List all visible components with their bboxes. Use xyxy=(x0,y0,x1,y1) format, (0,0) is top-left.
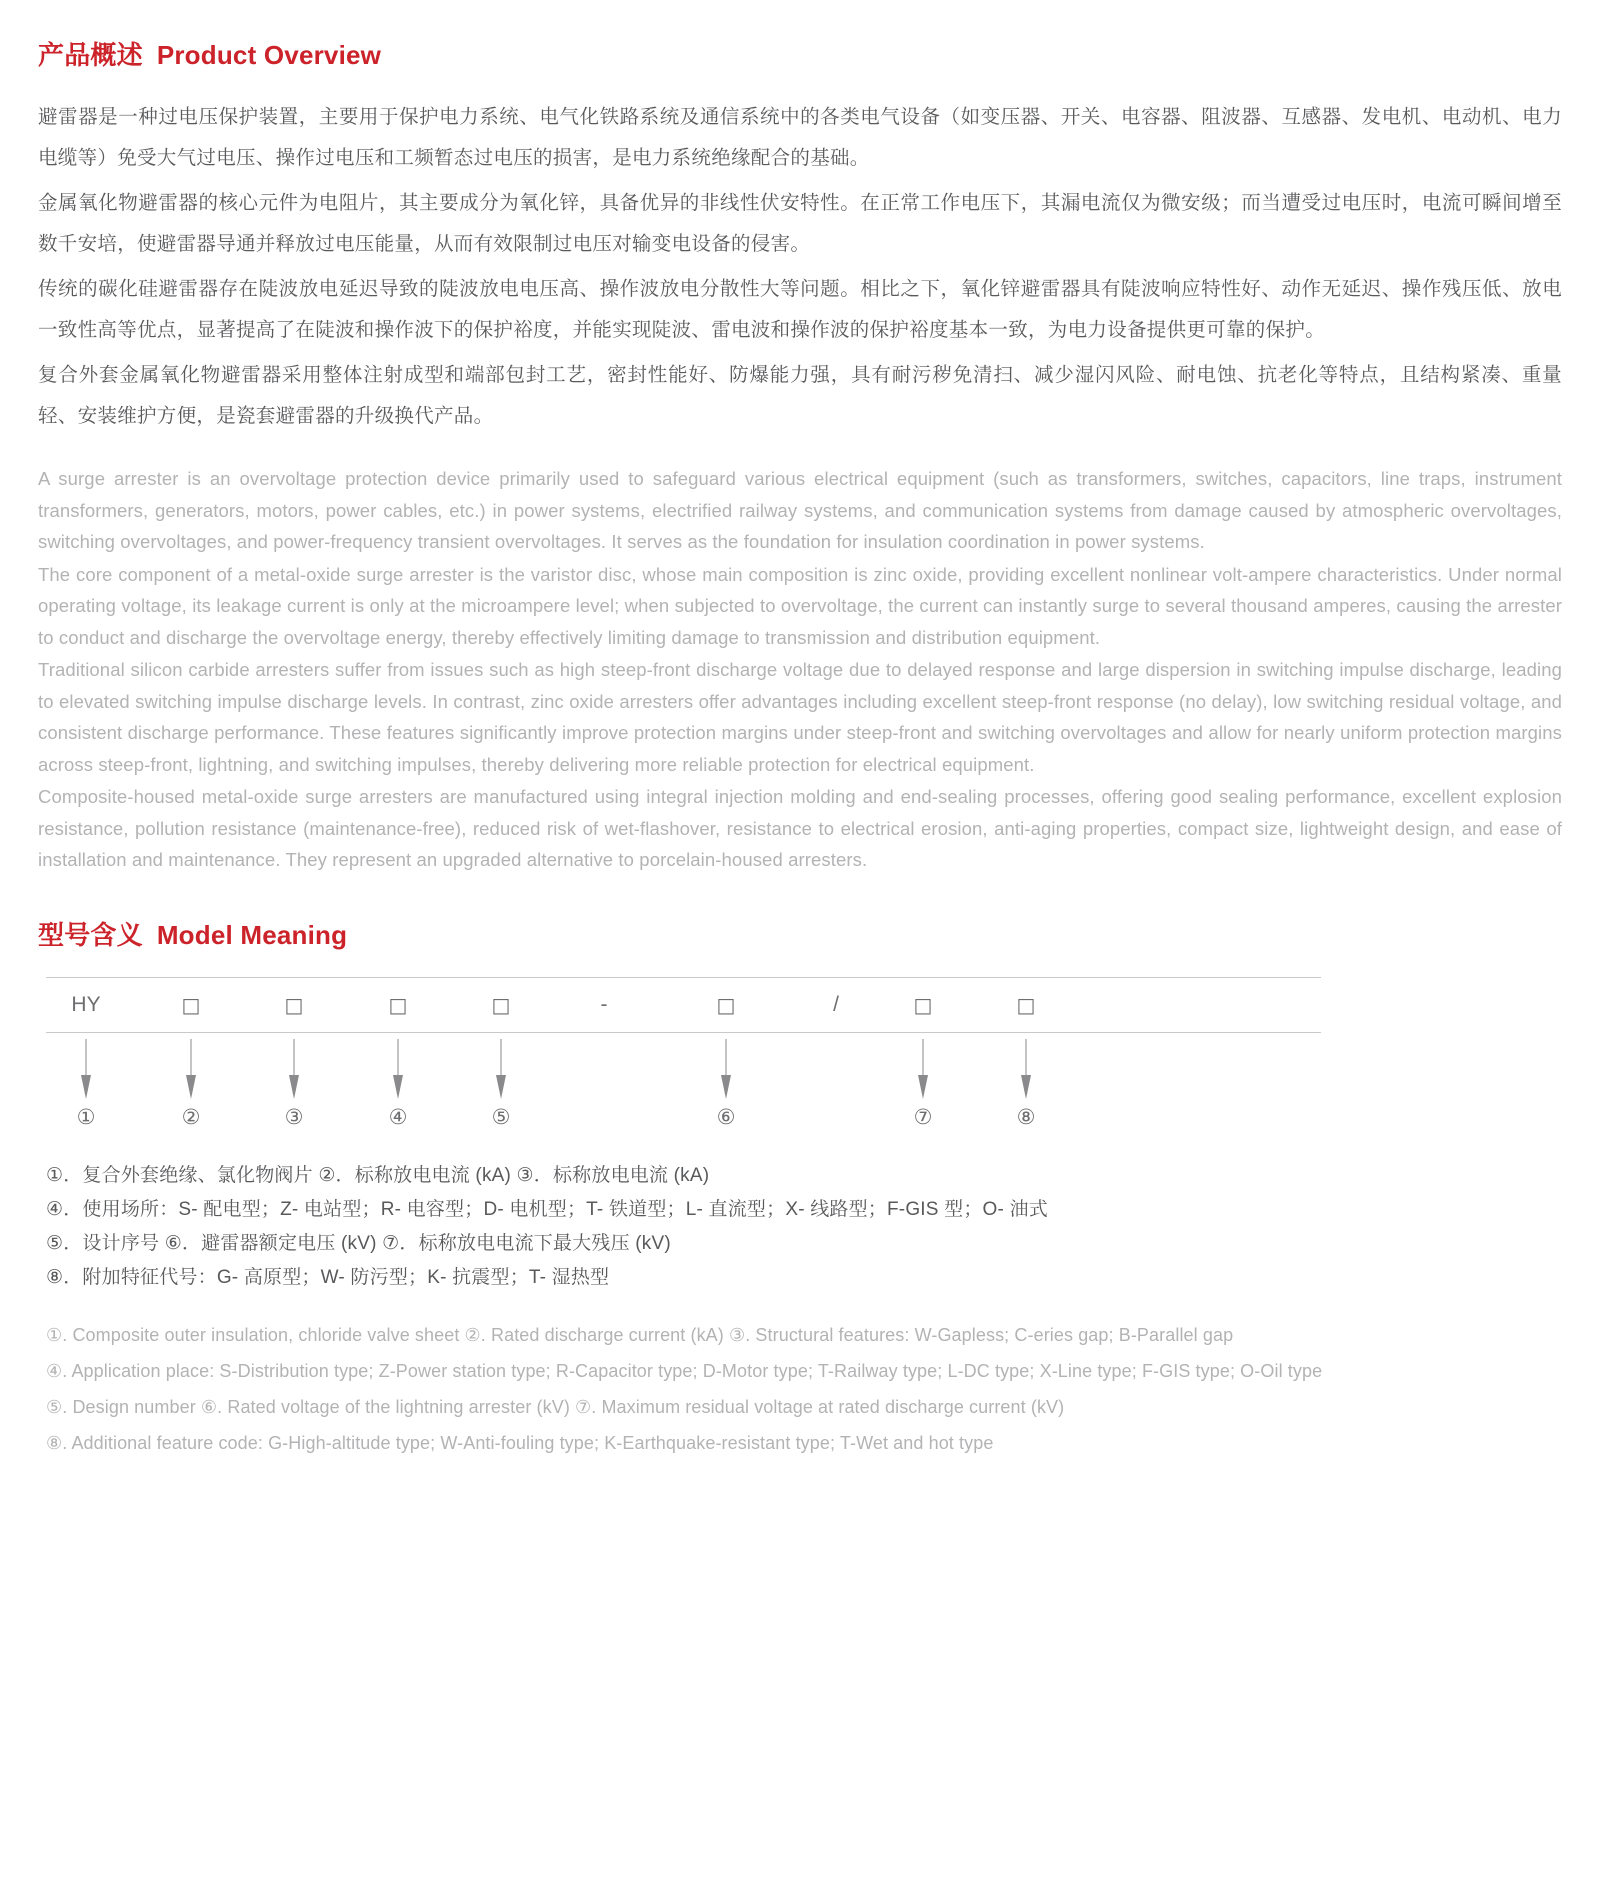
model-code-cell-10: □ xyxy=(1016,992,1036,1017)
down-arrow-icon-6 xyxy=(719,1039,733,1099)
arrow-shaft xyxy=(501,1039,502,1079)
legend-en-line: ①. Composite outer insulation, chloride valve sheet ②. Rated discharge current (kA) ③. Structural features: W-Gapless; C-eries gap; B-Parallel gap xyxy=(46,1324,1234,1345)
legend-cn-line: ⑤．设计序号 ⑥．避雷器额定电压 (kV) ⑦．标称放电电流下最大残压 (kV) xyxy=(46,1232,671,1254)
overview-en-paragraph: Composite-housed metal-oxide surge arresters are manufactured using integral injection molding and end-sealing processes, offering good sealing performance, excellent explosion resistance, pollution resistance (maintenance-free), reduced risk of wet-flashover, resistance to electrical erosion, anti-aging properties, compact size, lightweight design, and ease of installation and maintenance. They represent an upgraded alternative to porcelain-housed arresters. xyxy=(38,786,1562,871)
arrow-shaft xyxy=(86,1039,87,1079)
model-code-cell-4: □ xyxy=(388,992,408,1017)
model-code-cell-2: □ xyxy=(181,992,201,1017)
model-code-cell-1: HY xyxy=(71,992,101,1016)
product-overview-heading xyxy=(38,40,1562,71)
model-code-cell-5: □ xyxy=(491,992,511,1017)
circled-number-5: ⑤ xyxy=(491,1104,511,1129)
model-code-cell-9: □ xyxy=(913,992,933,1017)
down-arrow-icon-2 xyxy=(184,1039,198,1099)
legend-en-line: ④. Application place: S-Distribution type; Z-Power station type; R-Capacitor type; D-Motor type; T-Railway type; L-DC type; X-Line type; F-GIS type; O-Oil type xyxy=(46,1360,1323,1381)
down-arrow-icon-5 xyxy=(494,1039,508,1099)
model-code-cell-8: / xyxy=(833,992,839,1016)
legend-en-line: ⑤. Design number ⑥. Rated voltage of the lightning arrester (kV) ⑦. Maximum residual voltage at rated discharge current (kV) xyxy=(46,1396,1065,1417)
down-arrow-icon-3 xyxy=(287,1039,301,1099)
overview-chinese-body xyxy=(38,97,1562,437)
arrow-shaft xyxy=(398,1039,399,1079)
down-arrow-icon-1 xyxy=(79,1039,93,1099)
circled-number-8: ⑧ xyxy=(1016,1104,1036,1129)
down-arrow-icon-4 xyxy=(391,1039,405,1099)
circled-number-2: ② xyxy=(181,1104,201,1129)
model-code-row xyxy=(46,978,1321,1032)
model-number-row xyxy=(46,1105,1321,1143)
legend-cn-line: ①．复合外套绝缘、氯化物阀片 ②．标称放电电流 (kA) ③．标称放电电流 (kA) xyxy=(46,1164,710,1186)
overview-cn-paragraph: 复合外套金属氧化物避雷器采用整体注射成型和端部包封工艺，密封性能好、防爆能力强，具有耐污秽免清扫、减少湿闪风险、耐电蚀、抗老化等特点，且结构紧凑、重量轻、安装维护方便，是瓷套避雷器的升级换代产品。 xyxy=(38,364,1562,428)
model-meaning-section xyxy=(38,920,1562,1461)
model-code-diagram xyxy=(46,977,1321,1143)
arrow-shaft xyxy=(1026,1039,1027,1079)
model-code-cell-6: - xyxy=(600,992,608,1016)
overview-cn-paragraph: 避雷器是一种过电压保护装置，主要用于保护电力系统、电气化铁路系统及通信系统中的各类电气设备（如变压器、开关、电容器、阻波器、互感器、发电机、电动机、电力电缆等）免受大气过电压、操作过电压和工频暂态过电压的损害，是电力系统绝缘配合的基础。 xyxy=(38,106,1562,170)
heading-chinese: 产品概述 xyxy=(38,40,143,70)
arrow-head xyxy=(289,1075,299,1099)
circled-number-3: ③ xyxy=(284,1104,304,1129)
model-legend-english xyxy=(46,1317,1562,1461)
circled-number-6: ⑥ xyxy=(716,1104,736,1129)
model-meaning-heading xyxy=(38,920,1562,951)
arrow-shaft xyxy=(726,1039,727,1079)
overview-cn-paragraph: 传统的碳化硅避雷器存在陡波放电延迟导致的陡波放电电压高、操作波放电分散性大等问题。相比之下，氧化锌避雷器具有陡波响应特性好、动作无延迟、操作残压低、放电一致性高等优点，显著提高了在陡波和操作波下的保护裕度，并能实现陡波、雷电波和操作波的保护裕度基本一致，为电力设备提供更可靠的保护。 xyxy=(38,278,1562,342)
circled-number-7: ⑦ xyxy=(913,1104,933,1129)
overview-en-paragraph: A surge arrester is an overvoltage protection device primarily used to safeguard various electrical equipment (such as transformers, switches, capacitors, line traps, instrument transformers, generators, motors, power cables, etc.) in power systems, electrified railway systems, and communication systems from damage caused by atmospheric overvoltages, switching overvoltages, and power-frequency transient overvoltages. It serves as the foundation for insulation coordination in power systems. xyxy=(38,468,1562,553)
legend-cn-line: ⑧．附加特征代号：G- 高原型；W- 防污型；K- 抗震型；T- 湿热型 xyxy=(46,1266,610,1288)
arrow-head xyxy=(721,1075,731,1099)
arrow-shaft xyxy=(191,1039,192,1079)
overview-en-paragraph: Traditional silicon carbide arresters suffer from issues such as high steep-front discharge voltage due to delayed response and large dispersion in switching impulse discharge, leading to elevated switching impulse discharge levels. In contrast, zinc oxide arresters offer advantages including excellent steep-front response (no delay), low switching residual voltage, and consistent discharge performance. These features significantly improve protection margins under steep-front and switching overvoltages and allow for nearly uniform protection margins across steep-front, lightning, and switching impulses, thereby delivering more reliable protection for electrical equipment. xyxy=(38,659,1562,775)
arrow-head xyxy=(1021,1075,1031,1099)
down-arrow-icon-7 xyxy=(916,1039,930,1099)
circled-number-1: ① xyxy=(76,1104,96,1129)
model-code-cell-7: □ xyxy=(716,992,736,1017)
model-legend-chinese xyxy=(46,1159,1562,1295)
heading-chinese: 型号含义 xyxy=(38,919,143,950)
arrow-shaft xyxy=(294,1039,295,1079)
legend-cn-line: ④．使用场所：S- 配电型；Z- 电站型；R- 电容型；D- 电机型；T- 铁道型；L- 直流型；X- 线路型；F-GIS 型；O- 油式 xyxy=(46,1198,1048,1220)
legend-en-line: ⑧. Additional feature code: G-High-altitude type; W-Anti-fouling type; K-Earthquake-resistant type; T-Wet and hot type xyxy=(46,1432,994,1453)
model-code-cell-3: □ xyxy=(284,992,304,1017)
overview-cn-paragraph: 金属氧化物避雷器的核心元件为电阻片，其主要成分为氧化锌，具备优异的非线性伏安特性。在正常工作电压下，其漏电流仅为微安级；而当遭受过电压时，电流可瞬间增至数千安培，使避雷器导通并释放过电压能量，从而有效限制过电压对输变电设备的侵害。 xyxy=(38,192,1562,256)
arrow-head xyxy=(496,1075,506,1099)
arrow-head xyxy=(393,1075,403,1099)
heading-english: Model Meaning xyxy=(156,919,348,950)
circled-number-4: ④ xyxy=(388,1104,408,1129)
down-arrow-icon-8 xyxy=(1019,1039,1033,1099)
overview-en-paragraph: The core component of a metal-oxide surge arrester is the varistor disc, whose main composition is zinc oxide, providing excellent nonlinear volt-ampere characteristics. Under normal operating voltage, its leakage current is only at the microampere level; when subjected to overvoltage, the current can instantly surge to several thousand amperes, causing the arrester to conduct and discharge the overvoltage energy, thereby effectively limiting damage to transmission and distribution equipment. xyxy=(38,563,1562,648)
arrow-head xyxy=(81,1075,91,1099)
heading-english: Product Overview xyxy=(156,40,382,70)
arrow-head xyxy=(186,1075,196,1099)
model-arrow-row xyxy=(46,1033,1321,1105)
arrow-shaft xyxy=(923,1039,924,1079)
arrow-head xyxy=(918,1075,928,1099)
overview-english-body xyxy=(38,463,1562,876)
